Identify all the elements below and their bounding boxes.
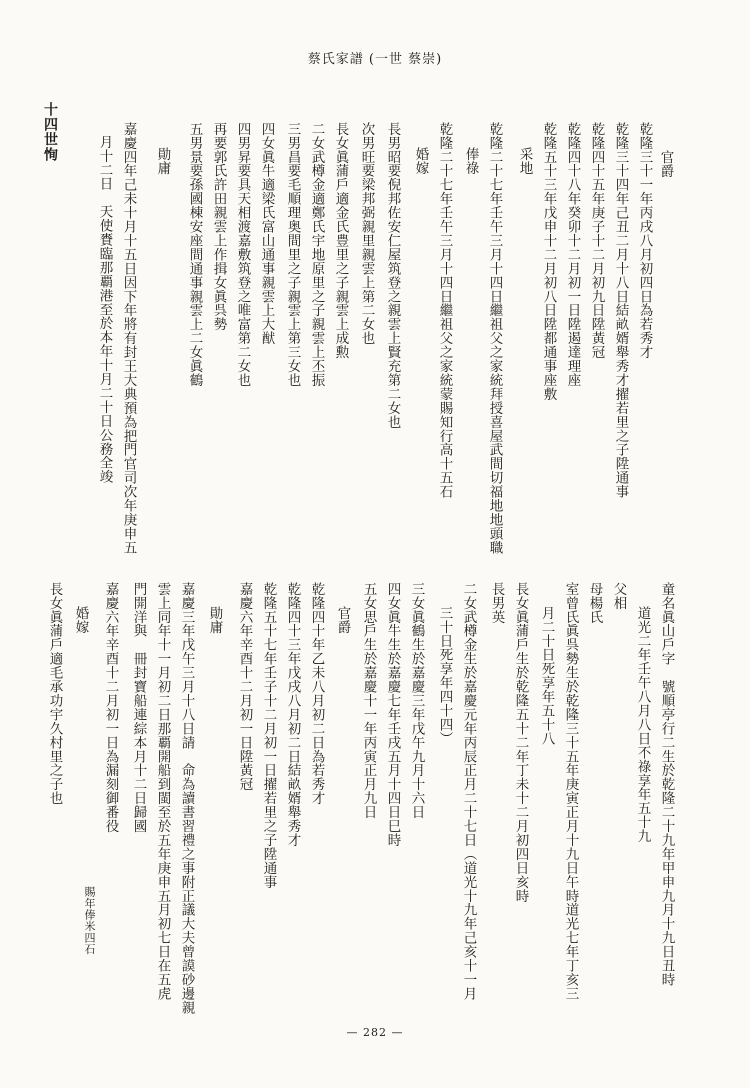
- text-column: 次男旺要梁邦弼親里親雲上第二女也: [358, 122, 375, 346]
- text-column: 長女眞蒲戶適金氏豊里之子親雲上成勲: [332, 122, 349, 360]
- text-column: 俸祿: [462, 147, 479, 175]
- text-column: 乾隆三十一年丙戌八月初四日為若秀才: [636, 122, 653, 360]
- text-column: 勛庸: [154, 147, 171, 175]
- text-column: 嘉慶六年辛酉十二月初一日為漏刻御番役: [102, 582, 119, 834]
- text-column: 乾隆二十七年壬午三月十四日繼祖父之家統拜授喜屋武間切福地地頭職: [486, 122, 503, 555]
- text-column: 月二十日死享年五十八: [538, 606, 555, 746]
- generation-label: 十四世恂: [42, 102, 58, 162]
- text-column: 乾隆二十七年壬午三月十四日繼祖父之家統蒙賜知行高十五石: [436, 122, 453, 499]
- text-column: 五女思戶生於嘉慶十一年丙寅正月九日: [360, 582, 377, 820]
- text-column: 乾隆三十四年己丑二月十八日結畝婿舉秀才擢若里之子陞通事: [612, 122, 629, 499]
- text-column: 乾隆四十年乙未八月初二日為若秀才: [308, 582, 325, 806]
- text-column: 月十二日 天使賚臨那覇港至於本年十月二十日公務全竣: [96, 135, 113, 484]
- text-column: 嘉慶三年戊午三月十八日請 命為讀書習禮之事附正議大夫曾謨砂邊親: [178, 582, 195, 1015]
- text-column: 乾隆五十七年壬子十二月初一日擢若里之子陞通事: [260, 582, 277, 889]
- text-column: 五男景要孫國棟安座間通事親雲上二女眞鶴: [186, 122, 203, 388]
- page-header: 蔡氏家譜 (一世 蔡崇): [307, 52, 443, 67]
- text-column: 長女眞蒲戶適毛承功宇久村里之子也: [46, 582, 63, 806]
- text-column: 乾隆四十五年庚子十二月初九日陞黃冠: [588, 122, 605, 360]
- text-column: 童名眞山戶字 號順亭行二生於乾隆二十九年甲申九月十九日丑時: [658, 582, 675, 987]
- text-column: 長男昭要倪邦佐安仁屋筑登之親雲上賢充第二女也: [384, 122, 401, 429]
- text-column: 乾隆五十三年戊申十二月初八日陞都通事座敷: [540, 122, 557, 401]
- text-column: 母楊氏: [586, 582, 603, 624]
- text-column: 二女武樽金生於嘉慶元年丙辰正月二十七日（道光十九年己亥十一月: [460, 582, 477, 1001]
- text-column: 嘉慶四年己未十月十五日因下年將有封王大典預為把門官司次年庚申五: [120, 122, 137, 555]
- text-column: 父相: [610, 582, 627, 610]
- text-column: 四男昇要具天相渡嘉敷筑登之唯富第二女也: [234, 122, 251, 388]
- text-column: 四女眞牛適梁氏富山通事親雲上大猷: [258, 122, 275, 346]
- text-column: 三女眞鶴生於嘉慶三年戊午九月十六日: [408, 582, 425, 820]
- annotation-note: 賜年俸米四石: [83, 886, 96, 955]
- text-column: 雲上同年十一月初二日那覇開船到閩至於五年庚申五月初七日在五虎: [154, 582, 171, 1001]
- text-column: 門開洋與 冊封寶船連綜本月十二日歸國: [130, 582, 147, 834]
- text-column: 道光二年壬午八月八日不祿享年五十九: [634, 606, 651, 844]
- text-column: 二女武樽金適鄭氏宇地原里之子親雲上丕振: [308, 122, 325, 388]
- text-column: 三男昌要毛順理奥間里之子親雲上第三女也: [284, 122, 301, 388]
- text-column: 婚嫁: [72, 606, 89, 634]
- text-column: 長女眞蒲戶生於乾隆五十二年丁未十二月初四日亥時: [512, 582, 529, 903]
- text-column: 四女眞牛生於嘉慶七年壬戌五月十四日巳時: [384, 582, 401, 848]
- text-column: 乾隆四十八年癸卯十二月初一日陞遏達理座: [564, 122, 581, 388]
- text-column: 三十日死享年四十四）: [436, 606, 453, 746]
- text-column: 嘉慶六年辛酉十二月初一日陞黃冠: [236, 582, 253, 792]
- text-column: 室曾氏眞呉勢生於乾隆三十五年庚寅正月十九日午時道光七年丁亥三: [562, 582, 579, 1001]
- text-column: 采地: [516, 147, 533, 175]
- text-column: 勛庸: [206, 606, 223, 634]
- text-column: 長男英: [488, 582, 505, 624]
- text-column: 婚嫁: [412, 147, 429, 175]
- text-column: 乾隆四十三年戊戌八月初二日結畝婿舉秀才: [284, 582, 301, 848]
- text-column: 再要郭氏許田親雲上作揖女眞呉勢: [210, 122, 227, 332]
- page-number: — 282 —: [346, 1026, 404, 1039]
- text-column: 官爵: [657, 150, 674, 178]
- text-column: 官爵: [334, 606, 351, 634]
